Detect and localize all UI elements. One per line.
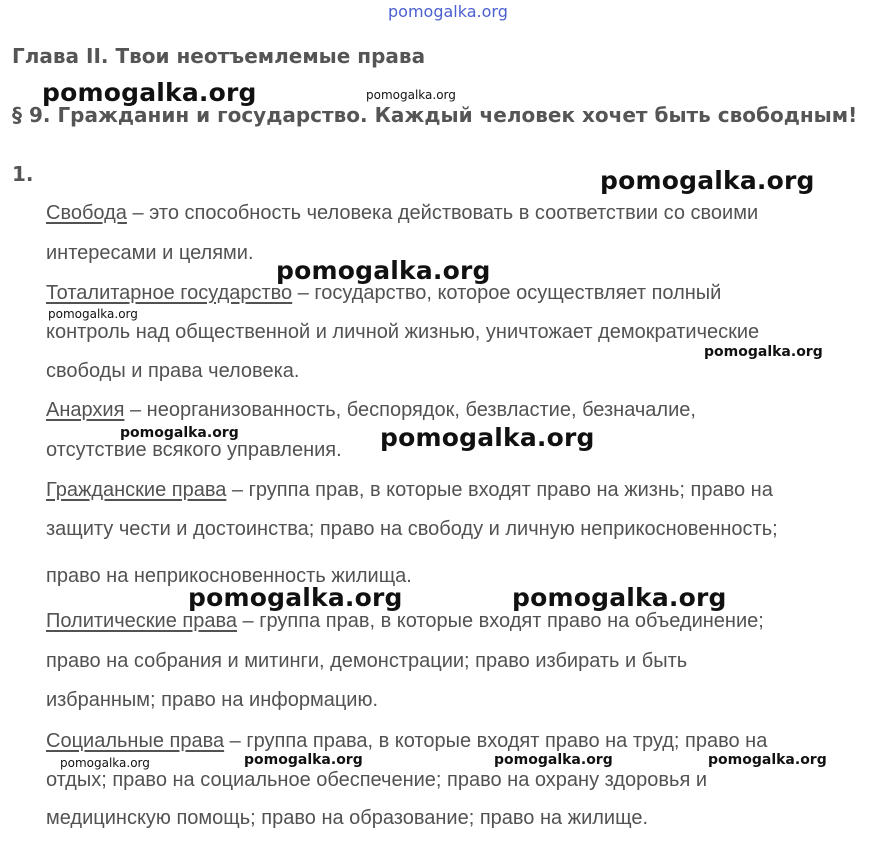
definition-line: интересами и целями. (46, 242, 254, 264)
watermark: pomogalka.org (494, 752, 613, 768)
watermark: pomogalka.org (512, 583, 727, 612)
definition-line: защиту чести и достоинства; право на свободу и личную неприкосновенность; (46, 518, 778, 540)
definition-line: право на собрания и митинги, демонстрации; право избирать и быть (46, 650, 688, 672)
definition-anarchy (46, 399, 696, 422)
definition-line: избранным; право на информацию. (46, 689, 379, 711)
chapter-title: Глава II. Твои неотъемлемые права (12, 44, 426, 68)
watermark: pomogalka.org (48, 307, 138, 321)
definition-text: – группа права, в которые входят право на труд; право на (224, 730, 768, 752)
watermark: pomogalka.org (708, 752, 827, 768)
watermark: pomogalka.org (244, 752, 363, 768)
watermark: pomogalka.org (42, 78, 257, 107)
definition-text: – это способность человека действовать в соответствии со своими (126, 202, 759, 224)
term-civil-rights: Гражданские права (46, 479, 227, 501)
definition-text: – группа прав, в которые входят право на жизнь; право на (226, 479, 773, 501)
definition-line: отсутствие всякого управления. (46, 439, 342, 461)
task-number: 1. (12, 162, 34, 186)
definition-civil-rights (46, 479, 773, 502)
term-political-rights: Политические права (46, 610, 237, 632)
section-title: § 9. Гражданин и государство. Каждый человек хочет быть свободным! (12, 103, 858, 127)
definition-line: свободы и права человека. (46, 360, 300, 382)
definition-line: право на неприкосновенность жилища. (46, 565, 412, 587)
term-anarchy: Анархия (46, 399, 125, 421)
site-watermark-top: pomogalka.org (388, 2, 508, 21)
definition-line: отдых; право на социальное обеспечение; право на охрану здоровья и (46, 769, 708, 791)
term-freedom: Свобода (46, 202, 127, 224)
watermark: pomogalka.org (276, 256, 491, 285)
watermark: pomogalka.org (704, 344, 823, 360)
watermark: pomogalka.org (120, 425, 239, 441)
definition-text: – государство, которое осуществляет полный (292, 282, 722, 304)
term-totalitarian: Тоталитарное государство (46, 282, 293, 304)
definition-text: – группа прав, в которые входят право на объединение; (236, 610, 764, 632)
definition-social-rights (46, 730, 767, 753)
definition-text: – неорганизованность, беспорядок, безвластие, безначалие, (124, 399, 696, 421)
definition-freedom (46, 202, 758, 225)
watermark: pomogalka.org (380, 423, 595, 452)
watermark: pomogalka.org (366, 88, 456, 102)
watermark: pomogalka.org (188, 583, 403, 612)
watermark: pomogalka.org (600, 166, 815, 195)
definition-totalitarian (46, 282, 721, 305)
term-social-rights: Социальные права (46, 730, 225, 752)
definition-line: медицинскую помощь; право на образование; право на жилище. (46, 807, 649, 829)
definition-line: контроль над общественной и личной жизнью, уничтожает демократические (46, 321, 760, 343)
watermark: pomogalka.org (60, 756, 150, 770)
definition-political-rights (46, 610, 764, 633)
